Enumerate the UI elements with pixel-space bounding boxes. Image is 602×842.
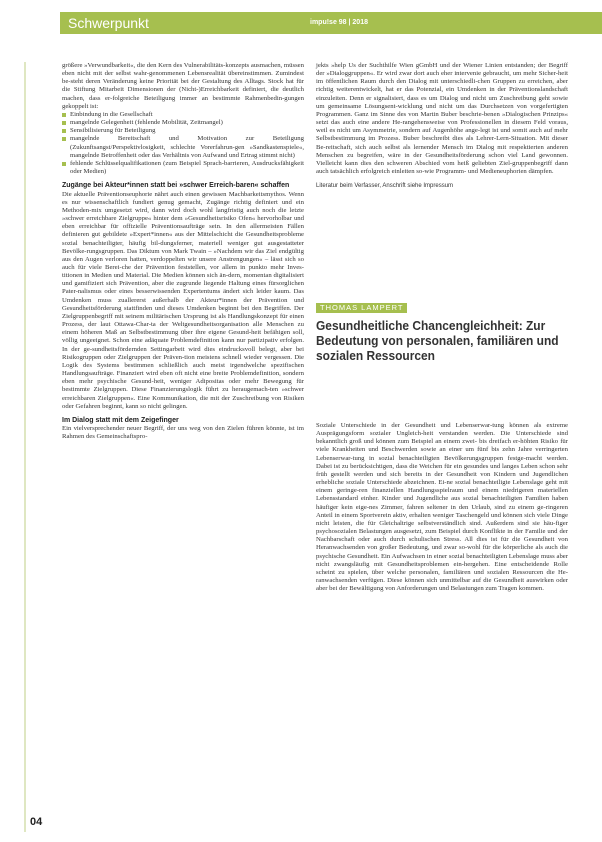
body-paragraph: Ein vielversprechender neuer Begriff, der uns weg von den Zielen führen könnte, ist im Rahmen des Gemeinschaftspro- [62, 425, 304, 441]
author-kicker: THOMAS LAMPERT [316, 303, 407, 313]
body-paragraph: jekts »help Us der Suchthilfe Wien gGmbH und der Wiener Linien entstanden; der Begriff der »Dialoggruppen«. Er wird zwar dort auch eher intervenie gebraucht, um mehr Sicher-heit im öffentlichen Raum durch den Dialog mit unterschiedli-chen Gruppen zu erreichen, aber richtig weiterentwickelt, hat er das Potenzial, ein Umdenken in der Präventionslandschaft einzuleiten. Denn er signalisiert, dass es um Dialog und nicht um Zuschreibung geht sowie um gemeinsame Lösungsent-wicklung und nicht um das Durchsetzen von vorgefertigten Programmen. Ganz im Sinne des von Martin Buber beschrie-benen »Dialogischen Prinzips« setzt das auch eine andere He-rangehensweise von Professionellen in diesem Feld voraus, weil es nicht um Asymmetrie, sondern auf Augenhöhe ange-legt ist und somit auch auf mehr Selbstbestimmung im Prozess. Buber beschreibt dies als Lehrer-Lern-Situation. Mit dieser Be-reitschaft, sich auch selbst als lernender Mensch im Dialog mit respektierten anderen Menschen zu begreifen, wäre in der Gesundheitsförderung schon viel Land gewonnen. Vielleicht kann dies den schweren Abschied vom heiß geliebten Ziel-gruppenbegriff dann auch tatsächlich erfolgreich einleiten so-wie Programm- und Medieneuphorien dämpfen. [316, 62, 568, 176]
list-item [62, 160, 304, 176]
square-bullet-icon [62, 137, 66, 141]
intro-paragraph: größere »Verwundbarkeit«, die den Kern des Vulnerabilitäts-konzepts ausmachen, müssen eben nicht mit der selbst wahr-genommenen Lebensrealität übereinstimmen. Zumindest be-steht deren Veränderung keine Priorität bei der Gestaltung des Alltags. Stock hat für die Stiftung Mitarbeit Dimensionen der (Nicht-)Erreichbarkeit definiert, die deutlich machen, dass er-folgreiche Beteiligung immer an bestimmte Rahmenbedin-gungen gekoppelt ist: [62, 62, 304, 110]
issue-label: impu!se 98 | 2018 [310, 19, 368, 26]
right-column [316, 62, 568, 190]
square-bullet-icon [62, 162, 66, 166]
body-paragraph: Die aktuelle Präventionseuphorie nährt auch einen gewissen Machbarkeitsmythos. Wenn es nur wissenschaftlich fundiert genug gemacht, Zugänge richtig definiert und ein Methoden-mix umgesetzt wird, dann wird doch wohl langfristig auch noch die letzte »schwer erreichbare Zielgruppe« hinter dem »Gesundheitsrisiko Ofen« hervorholbar und eben erreichbar für offizielle Präventionsaufträge sein. In den allermeisten Fällen definieren gut gebildete »Expert*innen« aus der Mittelschicht die Gesundheitsprobleme sozial benachteiligter, häufig bil-dungsferner, materiell weniger gut ausgestatteter Bevölke-rungsgruppen. Das Diktum von Mark Twain – »Nachdem wir das Ziel endgültig aus den Augen verloren hatten, verdoppelten wir unsere Anstrengungen« – lässt sich so auch für viele Berei-che der Prävention feststellen, vor allem in punkto mehr Inves-titionen in Medien und Material. Die Medien können sich än-dern, momentan digitalisiert und gamifiziert sich Prävention, aber die zugrunde liegende Haltung eines fürsorglichen Pater-nalismus oder eines besserwissenden Expertentums ändert sich leider kaum. Das Umdenken muss zuallererst außerhalb der Akteur*innen der Prävention und Gesundheitsförderung stattfinden und dieses Umdenken beginnt bei den Begriffen. Der Zielgruppenbegriff mit seinem militärischen Ursprung ist als Handlungskonzept für einen Prozess, der laut Ottawa-Char-ta der Weltgesundheitsorganisation alle Menschen zu einem höheren Maß an Selbstbestimmung über ihre eigene Gesund-heit befähigen soll, völlig ungeeignet. Schon eine adäquate Problemdefinition kann nur partizipativ erfolgen. In der ge-sundheitsfördernden Settingarbeit wird dies eindrucksvoll belegt, aber bei Risikogruppen oder Zielgruppen der Präven-tion meistens schnell wieder vergessen. Die Logik des Systems bestimmen schließlich auch meist irgendwelche spezifischen Handlungsaufträge. Finanziert wird eben oft nicht eine breite Problemdefinition, sondern eben mehr psychische Gesund-heit, weniger Adipositas oder mehr Bewegung für bestimmte Zielgruppen. Diese Finanzierungslogik führt zu heraugemach-ten »schwer erreichbaren Zielgruppen«. Eine Kommunikation, die mit der Zuschreibung von Risiken oder Gefahren beginnt, kann so nicht gelingen. [62, 190, 304, 410]
article-body [316, 422, 568, 593]
body-paragraph: Soziale Unterschiede in der Gesundheit und Lebenserwar-tung können als extreme Ausprägungsform sozialer Ungleich-heit verstanden werden. Die Unterschiede sind bekanntlich groß und können zum Beispiel an einem zwei- bis dreifach er-höhten Risiko für viele Krankheiten und Beschwerden sowie an einer um fünf bis zehn Jahre verringerten Lebenserwar-tung in sozial benachteiligten Bevölkerungsgruppen festge-macht werden. Dabei ist zu berücksichtigen, dass die Weichen für ein gesundes und langes Leben schon sehr früh gestellt werden und sich bereits in der Gesundheit von Kindern und Jugendlichen erhebliche soziale Unterschiede abzeichnen. Ei-ne sozial benachteiligte Lebenslage geht mit einem geringe-ren finanziellen Handlungsspielraum und einem niedrigeren materiellen Lebensstandard einher. Kinder und Jugendliche aus sozial benachteiligten Familien haben häufiger kein eige-nes Zimmer, fahren seltener in den Urlaub, sind zu einem ge-ringeren Anteil in einem Sportverein aktiv, erhalten weniger Taschengeld und können sich viele Dinge nicht leisten, die für Gleichaltrige selbstverständlich sind. Außerdem sind sie häu-figer psychosozialen Belastungen ausgesetzt, zum Beispiel durch Konflikte in der Familie und der Nachbarschaft oder auch durch schulischen Stress. All dies ist für die Gesundheit von Heranwachsenden von großer Bedeutung, und zwar so-wohl für die körperliche als auch die psychische Gesundheit. Ein Aufwachsen in einer sozial benachteiligten Lebenslage muss aber nicht zwangsläufig mit Gesundheitsproblemen ein-hergehen. Eine entscheidende Rolle scheint zu spielen, über welche personalen, familiären und sozialen Ressourcen die He-ranwachsenden verfügen. Diese können sich unmittelbar auf die Gesundheit auswirken oder aber bei der Bewältigung von Anforderungen und Belastungen zum Tragen kommen. [316, 422, 568, 593]
square-bullet-icon [62, 121, 66, 125]
list-item [62, 135, 304, 159]
list-item-text: Einbindung in die Gesellschaft [70, 110, 153, 118]
left-column [62, 62, 304, 442]
list-item-text: mangelnde Gelegenheit (fehlende Mobilität, Zeitmangel) [70, 119, 223, 127]
square-bullet-icon [62, 129, 66, 133]
bullet-list [62, 111, 304, 176]
list-item-text: fehlende Schlüsselqualifikationen (zum Beispiel Sprach-barrieren, Ausdrucksfähigkeit oder Medien) [70, 159, 304, 176]
article-title: Gesundheitliche Chancengleichheit: Zur Bedeutung von personalen, familiären und sozialen Ressourcen [316, 318, 559, 363]
subheading: Im Dialog statt mit dem Zeigefinger [62, 416, 179, 424]
list-item [62, 127, 304, 135]
square-bullet-icon [62, 113, 66, 117]
literature-note: Literatur beim Verfasser, Anschrift siehe Impressum [316, 183, 454, 190]
list-item-text: Sensibilisierung für Beteiligung [70, 127, 156, 135]
list-item [62, 111, 304, 119]
section-header [60, 12, 602, 34]
section-title: Schwerpunkt [68, 15, 149, 31]
margin-rule [24, 62, 26, 832]
list-item-text: mangelnde Bereitschaft und Motivation zur Beteiligung (Zukunftsangst/Perspektivlosigkeit, schlechte Vorerfahrun-gen »Sandkastenspiele«, mangelnde Betroffenheit oder das Verhältnis von Aufwand und Ertrag stimmt nicht) [70, 135, 304, 159]
page-number: 04 [30, 816, 43, 828]
subheading: Zugänge bei Akteur*innen statt bei »schwer Erreich-baren« schaffen [62, 182, 290, 190]
list-item [62, 119, 304, 127]
